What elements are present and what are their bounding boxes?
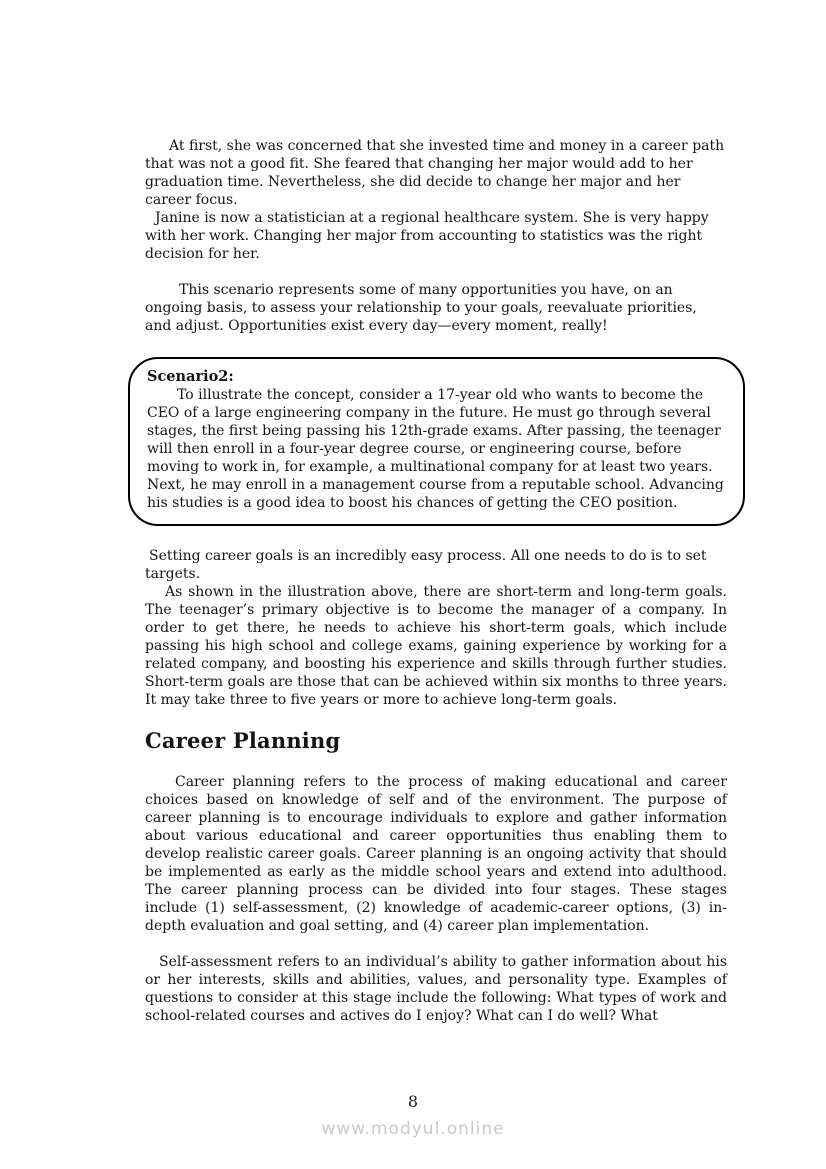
paragraph-career-planning-definition: Career planning refers to the process of making educational and career choices based on knowledge of self and of the environment. The purpose of career planning is to encourage individuals to explore and gather information about various educational and career opportunities thus enabling them to develop realistic career goals. Career planning is an ongoing activity that should be implemented as early as the middle school years and extend into adulthood. The career planning process can be divided into four stages. These stages include (1) self-assessment, (2) knowledge of academic-career options, (3) in-depth evaluation and goal setting, and (4) career plan implementation. bbox=[145, 774, 727, 934]
paragraph-scenario-represents: This scenario represents some of many opportunities you have, on an ongoing basis, to assess your relationship to your goals, reevaluate priorities, and adjust. Opportunities exist every day—every moment, really! bbox=[145, 282, 697, 334]
scenario2-title: Scenario2: bbox=[147, 368, 234, 385]
page-number: 8 bbox=[407, 1092, 419, 1111]
scenario2-callout-box bbox=[128, 357, 745, 526]
paragraph-janine-concern: At first, she was concerned that she invested time and money in a career path that was not a good fit. She feared that changing her major would add to her graduation time. Nevertheless, she did decide to change her major and her career focus. bbox=[145, 138, 725, 208]
section-heading-career-planning: Career Planning bbox=[145, 728, 341, 753]
scenario2-body: To illustrate the concept, consider a 17-year old who wants to become the CEO of a large engineering company in the future. He must go through several stages, the first being passing his 12th-grade exams. After passing, the teenager will then enroll in a four-year degree course, or engineering course, before moving to work in, for example, a multinational company for at least two years. Next, he may enroll in a management course from a reputable school. Advancing his studies is a good idea to boost his chances of getting the CEO position. bbox=[147, 387, 724, 511]
paragraph-setting-goals: Setting career goals is an incredibly easy process. All one needs to do is to set targets. bbox=[145, 548, 707, 582]
paragraph-short-long-term: As shown in the illustration above, there are short-term and long-term goals. The teenager’s primary objective is to become the manager of a company. In order to get there, he needs to achieve his short-term goals, which include passing his high school and college exams, gaining experience by working for a related company, and boosting his experience and skills through further studies. Short-term goals are those that can be achieved within six months to three years. It may take three to five years or more to achieve long-term goals. bbox=[145, 584, 727, 708]
paragraph-janine-now: Janine is now a statistician at a regional healthcare system. She is very happy with her work. Changing her major from accounting to statistics was the right decision for her. bbox=[145, 210, 709, 262]
watermark-url: www.modyul.online bbox=[321, 1119, 505, 1139]
paragraph-self-assessment: Self-assessment refers to an individual’s ability to gather information about his or her interests, skills and abilities, values, and personality type. Examples of questions to consider at this stage include the following: What types of work and school-related courses and actives do I enjoy? What can I do well? What bbox=[145, 954, 727, 1024]
